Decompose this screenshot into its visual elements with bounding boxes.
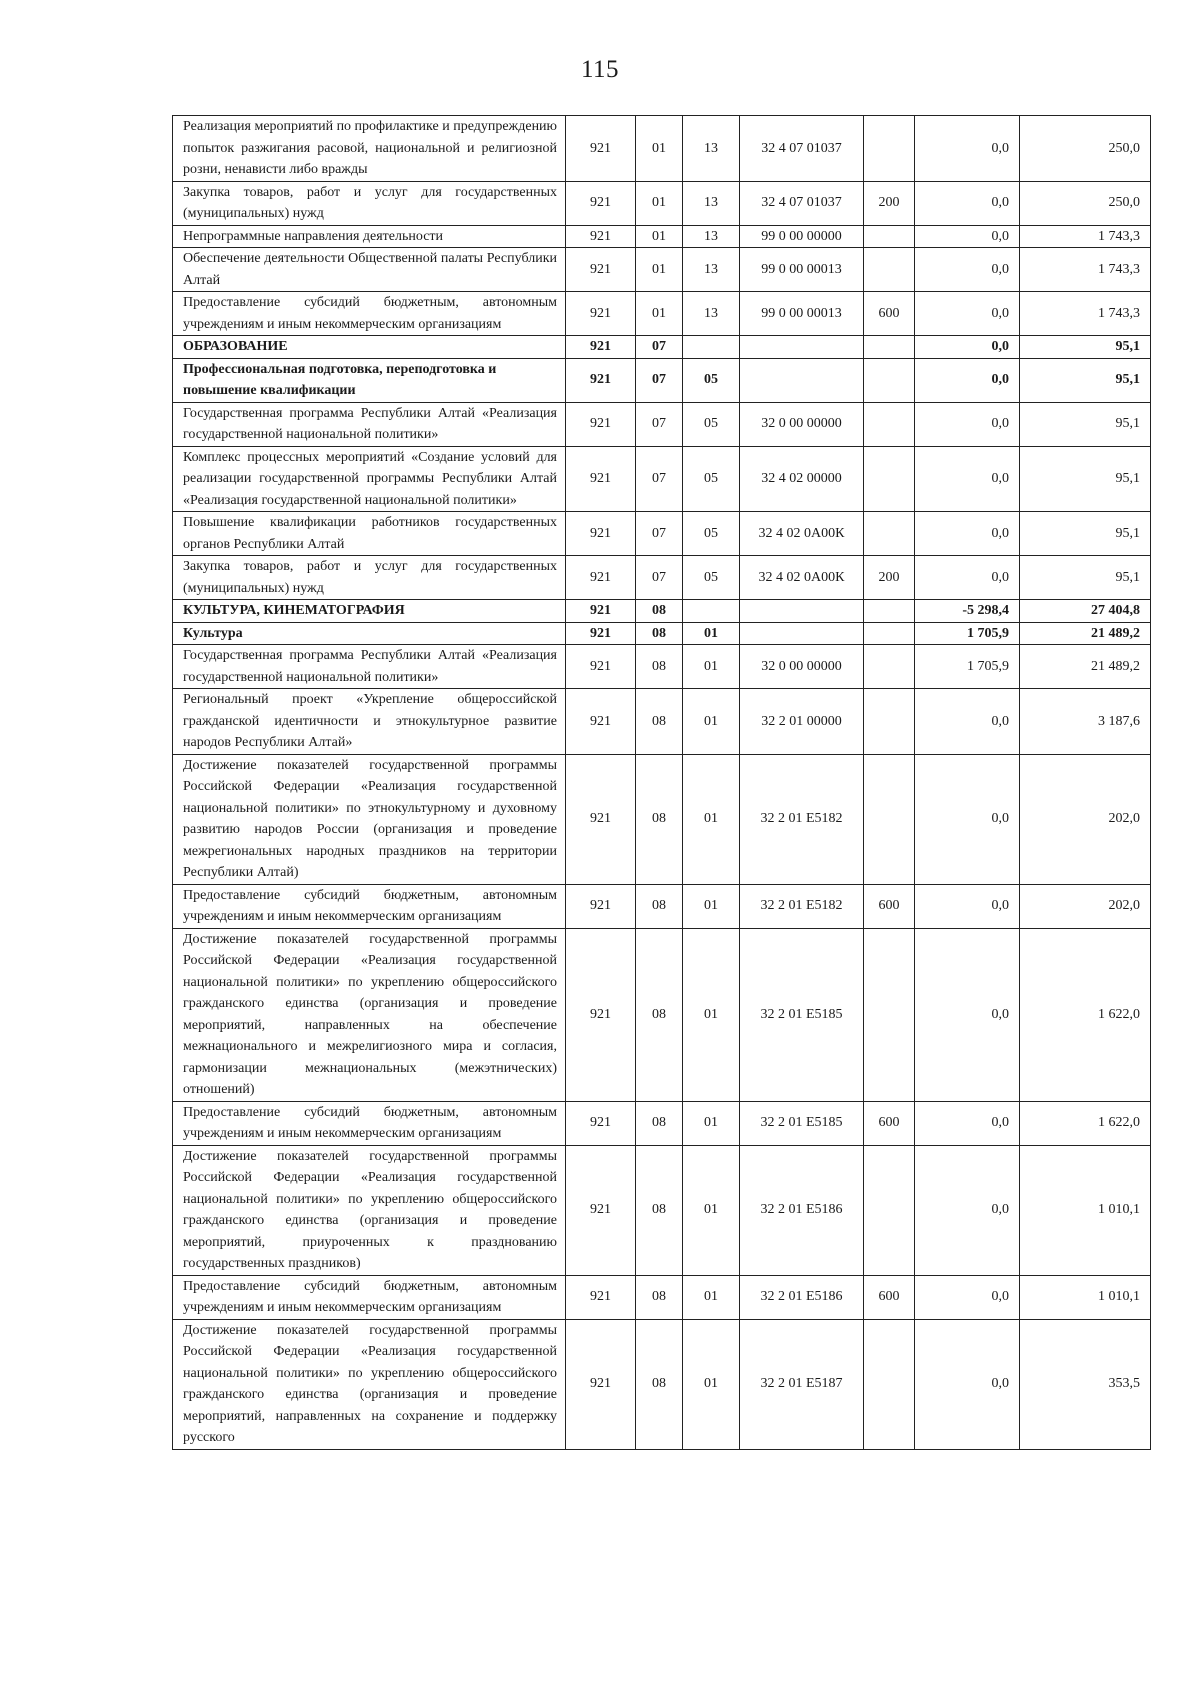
amount-change-cell: 0,0: [915, 358, 1020, 402]
row-name-cell: Достижение показателей государственной программы Российской Федерации «Реализация государственной национальной политики» по этнокультурному и духовному развитию народов России (организация и проведение межрегиональных народных праздников на территории Республики Алтай): [173, 754, 566, 884]
amount-total-cell: 3 187,6: [1020, 689, 1151, 755]
grbs-code-cell: 921: [566, 600, 636, 623]
amount-change-cell: 0,0: [915, 292, 1020, 336]
row-name-cell: Непрограммные направления деятельности: [173, 225, 566, 248]
table-row: [173, 292, 1151, 336]
amount-change-cell: 0,0: [915, 1275, 1020, 1319]
row-name-cell: Комплекс процессных мероприятий «Создание условий для реализации государственной программы Республики Алтай «Реализация государственной национальной политики»: [173, 446, 566, 512]
amount-change-cell: 0,0: [915, 556, 1020, 600]
section-code-cell: 07: [636, 402, 683, 446]
amount-change-cell: 0,0: [915, 1145, 1020, 1275]
table-row: [173, 446, 1151, 512]
expense-type-cell: 600: [864, 884, 915, 928]
subsection-code-cell: 01: [683, 645, 740, 689]
target-article-cell: 32 0 00 00000: [740, 645, 864, 689]
expense-type-cell: [864, 600, 915, 623]
row-name-cell: Достижение показателей государственной программы Российской Федерации «Реализация государственной национальной политики» по укреплению общероссийского гражданского единства (организация и проведение мероприятий, направленных на обеспечение межнационального и межрелигиозного мира и согласия, гармонизации межнациональных (межэтнических) отношений): [173, 928, 566, 1101]
section-code-cell: 08: [636, 600, 683, 623]
row-name-cell: Предоставление субсидий бюджетным, автономным учреждениям и иным некоммерческим организациям: [173, 1275, 566, 1319]
expense-type-cell: 600: [864, 1101, 915, 1145]
target-article-cell: 32 2 01 E5187: [740, 1319, 864, 1449]
table-row: [173, 248, 1151, 292]
budget-table-body: [173, 116, 1151, 1450]
target-article-cell: 32 4 02 0А00К: [740, 556, 864, 600]
grbs-code-cell: 921: [566, 556, 636, 600]
amount-total-cell: 1 743,3: [1020, 225, 1151, 248]
section-code-cell: 01: [636, 116, 683, 182]
table-row: [173, 512, 1151, 556]
subsection-code-cell: 13: [683, 225, 740, 248]
amount-total-cell: 353,5: [1020, 1319, 1151, 1449]
budget-table: [172, 115, 1151, 1450]
grbs-code-cell: 921: [566, 928, 636, 1101]
target-article-cell: 99 0 00 00000: [740, 225, 864, 248]
expense-type-cell: [864, 446, 915, 512]
expense-type-cell: [864, 645, 915, 689]
amount-change-cell: 0,0: [915, 754, 1020, 884]
table-row: [173, 556, 1151, 600]
amount-change-cell: 0,0: [915, 181, 1020, 225]
amount-total-cell: 1 010,1: [1020, 1275, 1151, 1319]
row-name-cell: Закупка товаров, работ и услуг для государственных (муниципальных) нужд: [173, 181, 566, 225]
amount-change-cell: 0,0: [915, 884, 1020, 928]
amount-change-cell: 1 705,9: [915, 645, 1020, 689]
amount-total-cell: 202,0: [1020, 884, 1151, 928]
expense-type-cell: [864, 1319, 915, 1449]
amount-total-cell: 1 743,3: [1020, 248, 1151, 292]
amount-change-cell: 0,0: [915, 689, 1020, 755]
amount-change-cell: 0,0: [915, 402, 1020, 446]
target-article-cell: 32 4 02 0А00К: [740, 512, 864, 556]
subsection-code-cell: 05: [683, 556, 740, 600]
target-article-cell: 32 2 01 E5182: [740, 884, 864, 928]
row-name-cell: Профессиональная подготовка, переподготовка и повышение квалификации: [173, 358, 566, 402]
row-name-cell: Обеспечение деятельности Общественной палаты Республики Алтай: [173, 248, 566, 292]
row-name-cell: КУЛЬТУРА, КИНЕМАТОГРАФИЯ: [173, 600, 566, 623]
target-article-cell: 32 4 07 01037: [740, 116, 864, 182]
target-article-cell: 32 0 00 00000: [740, 402, 864, 446]
page-number: 115: [580, 56, 620, 83]
amount-total-cell: 1 743,3: [1020, 292, 1151, 336]
target-article-cell: 32 2 01 E5186: [740, 1275, 864, 1319]
amount-total-cell: 95,1: [1020, 402, 1151, 446]
amount-change-cell: 0,0: [915, 928, 1020, 1101]
amount-total-cell: 250,0: [1020, 116, 1151, 182]
grbs-code-cell: 921: [566, 622, 636, 645]
target-article-cell: 32 4 07 01037: [740, 181, 864, 225]
subsection-code-cell: 01: [683, 1101, 740, 1145]
target-article-cell: 32 4 02 00000: [740, 446, 864, 512]
grbs-code-cell: 921: [566, 225, 636, 248]
expense-type-cell: [864, 622, 915, 645]
row-name-cell: Культура: [173, 622, 566, 645]
subsection-code-cell: 01: [683, 689, 740, 755]
row-name-cell: Достижение показателей государственной программы Российской Федерации «Реализация государственной национальной политики» по укреплению общероссийского гражданского единства (организация и проведение мероприятий, направленных на сохранение и поддержку русского: [173, 1319, 566, 1449]
table-row: [173, 1319, 1151, 1449]
target-article-cell: 99 0 00 00013: [740, 248, 864, 292]
subsection-code-cell: 13: [683, 248, 740, 292]
amount-change-cell: 0,0: [915, 248, 1020, 292]
amount-change-cell: 0,0: [915, 336, 1020, 359]
expense-type-cell: [864, 225, 915, 248]
grbs-code-cell: 921: [566, 336, 636, 359]
subsection-code-cell: [683, 336, 740, 359]
subsection-code-cell: 01: [683, 1319, 740, 1449]
subsection-code-cell: 05: [683, 358, 740, 402]
subsection-code-cell: 01: [683, 754, 740, 884]
expense-type-cell: [864, 402, 915, 446]
section-code-cell: 01: [636, 292, 683, 336]
amount-total-cell: 21 489,2: [1020, 622, 1151, 645]
amount-total-cell: 27 404,8: [1020, 600, 1151, 623]
target-article-cell: [740, 336, 864, 359]
section-code-cell: 01: [636, 181, 683, 225]
amount-total-cell: 95,1: [1020, 446, 1151, 512]
grbs-code-cell: 921: [566, 248, 636, 292]
section-code-cell: 08: [636, 622, 683, 645]
expense-type-cell: [864, 1145, 915, 1275]
expense-type-cell: [864, 248, 915, 292]
amount-change-cell: 0,0: [915, 1101, 1020, 1145]
row-name-cell: Государственная программа Республики Алтай «Реализация государственной национальной политики»: [173, 402, 566, 446]
amount-total-cell: 250,0: [1020, 181, 1151, 225]
table-row: [173, 689, 1151, 755]
expense-type-cell: [864, 358, 915, 402]
section-code-cell: 07: [636, 512, 683, 556]
subsection-code-cell: 05: [683, 512, 740, 556]
expense-type-cell: [864, 754, 915, 884]
amount-total-cell: 95,1: [1020, 358, 1151, 402]
grbs-code-cell: 921: [566, 689, 636, 755]
section-code-cell: 08: [636, 754, 683, 884]
row-name-cell: Повышение квалификации работников государственных органов Республики Алтай: [173, 512, 566, 556]
grbs-code-cell: 921: [566, 884, 636, 928]
grbs-code-cell: 921: [566, 645, 636, 689]
row-name-cell: Предоставление субсидий бюджетным, автономным учреждениям и иным некоммерческим организациям: [173, 884, 566, 928]
expense-type-cell: [864, 336, 915, 359]
amount-total-cell: 95,1: [1020, 556, 1151, 600]
section-code-cell: 08: [636, 1101, 683, 1145]
target-article-cell: [740, 358, 864, 402]
row-name-cell: Предоставление субсидий бюджетным, автономным учреждениям и иным некоммерческим организациям: [173, 292, 566, 336]
section-code-cell: 08: [636, 1145, 683, 1275]
table-row: [173, 884, 1151, 928]
row-name-cell: Государственная программа Республики Алтай «Реализация государственной национальной политики»: [173, 645, 566, 689]
amount-total-cell: 95,1: [1020, 512, 1151, 556]
subsection-code-cell: 01: [683, 928, 740, 1101]
section-code-cell: 08: [636, 1275, 683, 1319]
table-row: [173, 336, 1151, 359]
amount-change-cell: 0,0: [915, 116, 1020, 182]
section-code-cell: 08: [636, 884, 683, 928]
row-name-cell: Достижение показателей государственной программы Российской Федерации «Реализация государственной национальной политики» по укреплению общероссийского гражданского единства (организация и проведение мероприятий, приуроченных к празднованию государственных праздников): [173, 1145, 566, 1275]
amount-total-cell: 21 489,2: [1020, 645, 1151, 689]
row-name-cell: Закупка товаров, работ и услуг для государственных (муниципальных) нужд: [173, 556, 566, 600]
table-row: [173, 1145, 1151, 1275]
subsection-code-cell: 13: [683, 116, 740, 182]
target-article-cell: 32 2 01 E5185: [740, 1101, 864, 1145]
grbs-code-cell: 921: [566, 292, 636, 336]
amount-total-cell: 202,0: [1020, 754, 1151, 884]
amount-change-cell: 0,0: [915, 446, 1020, 512]
expense-type-cell: 600: [864, 1275, 915, 1319]
target-article-cell: 32 2 01 E5185: [740, 928, 864, 1101]
subsection-code-cell: 05: [683, 446, 740, 512]
grbs-code-cell: 921: [566, 754, 636, 884]
section-code-cell: 08: [636, 689, 683, 755]
table-row: [173, 358, 1151, 402]
section-code-cell: 07: [636, 446, 683, 512]
grbs-code-cell: 921: [566, 1275, 636, 1319]
table-row: [173, 928, 1151, 1101]
table-row: [173, 1275, 1151, 1319]
amount-total-cell: 1 622,0: [1020, 1101, 1151, 1145]
table-row: [173, 754, 1151, 884]
expense-type-cell: 200: [864, 181, 915, 225]
expense-type-cell: [864, 116, 915, 182]
row-name-cell: Предоставление субсидий бюджетным, автономным учреждениям и иным некоммерческим организациям: [173, 1101, 566, 1145]
amount-change-cell: 0,0: [915, 225, 1020, 248]
target-article-cell: 99 0 00 00013: [740, 292, 864, 336]
subsection-code-cell: [683, 600, 740, 623]
expense-type-cell: [864, 689, 915, 755]
subsection-code-cell: 05: [683, 402, 740, 446]
table-row: [173, 181, 1151, 225]
section-code-cell: 07: [636, 556, 683, 600]
amount-change-cell: 1 705,9: [915, 622, 1020, 645]
subsection-code-cell: 01: [683, 622, 740, 645]
table-row: [173, 116, 1151, 182]
subsection-code-cell: 13: [683, 292, 740, 336]
amount-change-cell: -5 298,4: [915, 600, 1020, 623]
table-row: [173, 622, 1151, 645]
grbs-code-cell: 921: [566, 181, 636, 225]
grbs-code-cell: 921: [566, 1319, 636, 1449]
grbs-code-cell: 921: [566, 116, 636, 182]
expense-type-cell: 200: [864, 556, 915, 600]
table-row: [173, 645, 1151, 689]
table-row: [173, 600, 1151, 623]
row-name-cell: ОБРАЗОВАНИЕ: [173, 336, 566, 359]
target-article-cell: 32 2 01 E5182: [740, 754, 864, 884]
row-name-cell: Реализация мероприятий по профилактике и предупреждению попыток разжигания расовой, национальной и религиозной розни, ненависти либо вражды: [173, 116, 566, 182]
table-row: [173, 1101, 1151, 1145]
subsection-code-cell: 01: [683, 1275, 740, 1319]
section-code-cell: 08: [636, 928, 683, 1101]
table-row: [173, 225, 1151, 248]
subsection-code-cell: 01: [683, 884, 740, 928]
expense-type-cell: [864, 928, 915, 1101]
section-code-cell: 07: [636, 358, 683, 402]
grbs-code-cell: 921: [566, 512, 636, 556]
subsection-code-cell: 01: [683, 1145, 740, 1275]
section-code-cell: 08: [636, 645, 683, 689]
expense-type-cell: [864, 512, 915, 556]
amount-change-cell: 0,0: [915, 512, 1020, 556]
amount-total-cell: 95,1: [1020, 336, 1151, 359]
amount-total-cell: 1 010,1: [1020, 1145, 1151, 1275]
target-article-cell: 32 2 01 00000: [740, 689, 864, 755]
target-article-cell: 32 2 01 E5186: [740, 1145, 864, 1275]
amount-total-cell: 1 622,0: [1020, 928, 1151, 1101]
row-name-cell: Региональный проект «Укрепление общероссийской гражданской идентичности и этнокультурное развитие народов Республики Алтай»: [173, 689, 566, 755]
table-row: [173, 402, 1151, 446]
section-code-cell: 01: [636, 225, 683, 248]
grbs-code-cell: 921: [566, 358, 636, 402]
grbs-code-cell: 921: [566, 1101, 636, 1145]
subsection-code-cell: 13: [683, 181, 740, 225]
grbs-code-cell: 921: [566, 402, 636, 446]
grbs-code-cell: 921: [566, 446, 636, 512]
amount-change-cell: 0,0: [915, 1319, 1020, 1449]
section-code-cell: 08: [636, 1319, 683, 1449]
grbs-code-cell: 921: [566, 1145, 636, 1275]
section-code-cell: 01: [636, 248, 683, 292]
target-article-cell: [740, 622, 864, 645]
target-article-cell: [740, 600, 864, 623]
section-code-cell: 07: [636, 336, 683, 359]
expense-type-cell: 600: [864, 292, 915, 336]
